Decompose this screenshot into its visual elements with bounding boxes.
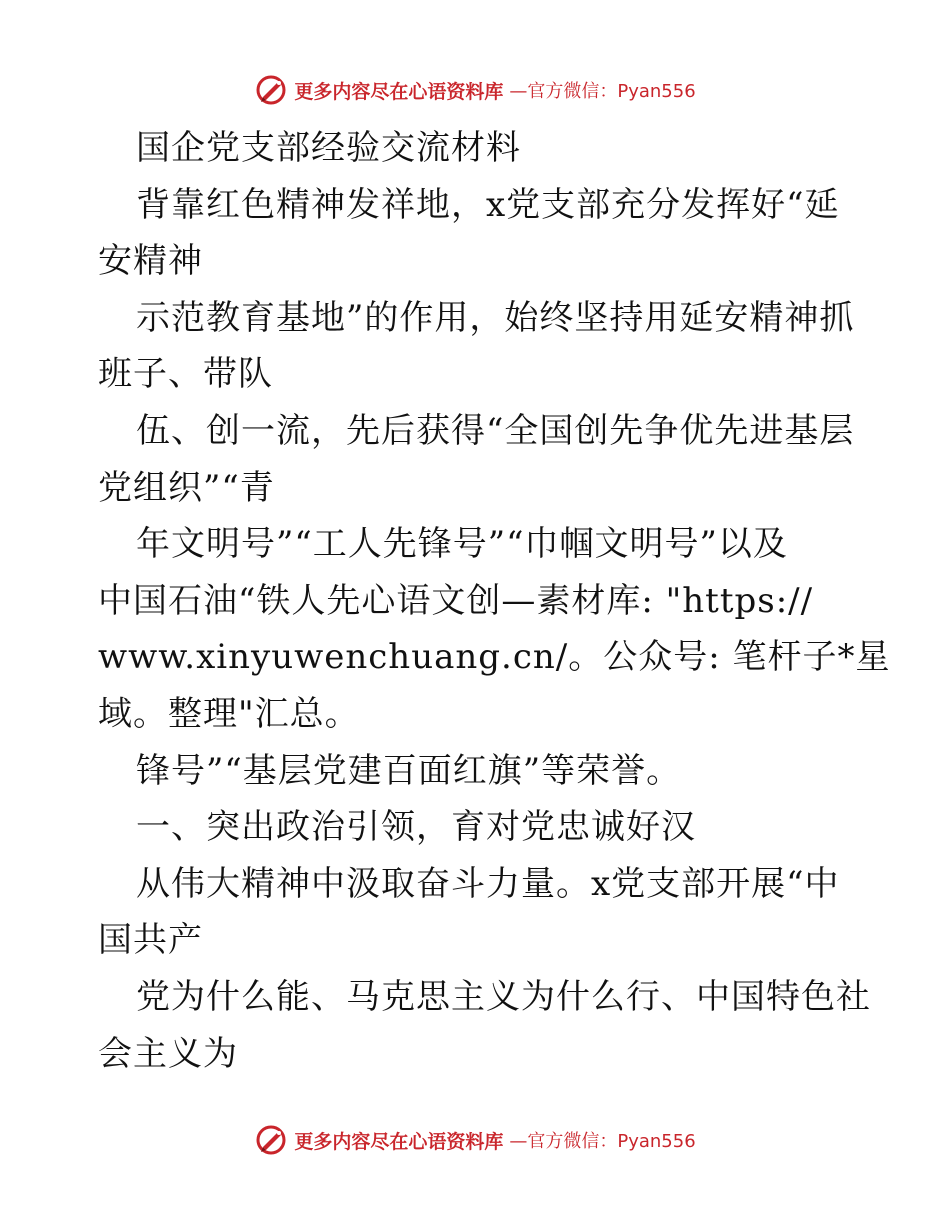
text-line: 一、突出政治引领，育对党忠诚好汉	[136, 807, 696, 848]
document-body	[98, 120, 891, 1082]
text-line: 背靠红色精神发祥地，x党支部充分发挥好“延	[136, 184, 840, 225]
footer-watermark-banner	[0, 1120, 950, 1160]
watermark-sub	[509, 1127, 695, 1153]
pen-logo-icon	[254, 1123, 288, 1157]
text-line: 域。整理"汇总。	[98, 693, 360, 734]
watermark-dash: —	[509, 1131, 528, 1152]
text-line: www.xinyuwenchuang.cn/。公众号: 笔杆子*星	[98, 637, 891, 678]
text-line: 中国石油“铁人先心语文创—素材库: "https://	[98, 580, 814, 621]
text-line: 伍、创一流，先后获得“全国创先争优先进基层	[136, 410, 855, 451]
pen-logo-icon	[254, 73, 288, 107]
text-line: 从伟大精神中汲取奋斗力量。x党支部开展“中	[136, 863, 840, 904]
watermark-wechat-text: 官方微信：Pyan556	[527, 81, 696, 102]
header-watermark-inner	[254, 73, 695, 107]
watermark-dash: —	[509, 81, 528, 102]
text-line: 国企党支部经验交流材料	[136, 128, 521, 168]
text-line: 安精神	[98, 241, 203, 282]
watermark-main-text: 更多内容尽在心语资料库	[294, 1130, 504, 1153]
text-line: 会主义为	[98, 1033, 238, 1074]
text-line: 班子、带队	[98, 354, 273, 395]
text-line: 锋号”“基层党建百面红旗”等荣誉。	[136, 750, 682, 791]
header-watermark-banner	[0, 70, 950, 110]
watermark-main-text: 更多内容尽在心语资料库	[294, 80, 504, 103]
text-line: 示范教育基地”的作用，始终坚持用延安精神抓	[136, 297, 855, 338]
watermark-sub	[509, 77, 695, 103]
text-line: 年文明号”“工人先锋号”“巾帼文明号”以及	[136, 524, 788, 565]
footer-watermark-inner	[254, 1123, 695, 1157]
text-line: 党为什么能、马克思主义为什么行、中国特色社	[136, 976, 871, 1017]
text-line: 党组织”“青	[98, 467, 275, 508]
watermark-wechat-text: 官方微信：Pyan556	[527, 1131, 696, 1152]
text-line: 国共产	[98, 920, 203, 961]
